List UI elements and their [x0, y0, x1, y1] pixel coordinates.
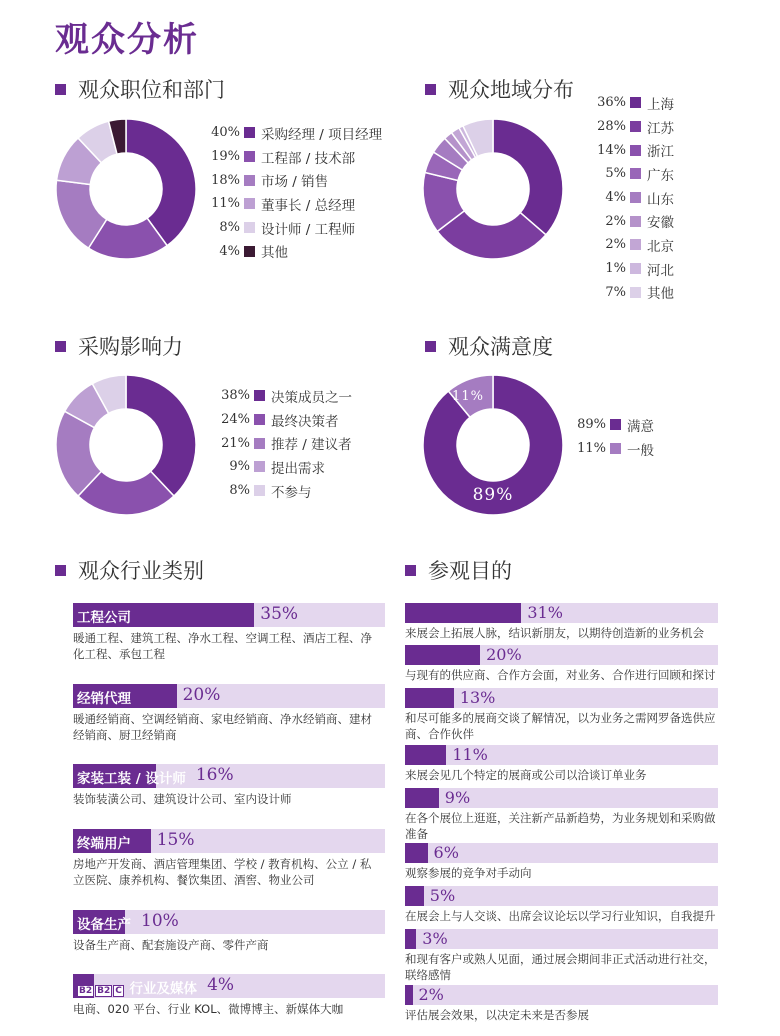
donut-chart-satisfaction — [422, 374, 564, 516]
legend-swatch-icon — [630, 216, 641, 227]
industry-bar-track — [73, 910, 385, 934]
legend-position — [208, 121, 382, 263]
legend-value: 21% — [221, 435, 250, 451]
legend-value: 18% — [211, 172, 240, 188]
purpose-value: 20% — [486, 645, 522, 664]
purpose-bar — [405, 788, 439, 808]
purpose-value: 3% — [422, 929, 448, 948]
industry-description: 暖通经销商、空调经销商、家电经销商、净水经销商、建材经销商、厨卫经销商 — [73, 712, 372, 742]
section-title-position — [55, 74, 225, 104]
legend-label: 其他 — [261, 245, 288, 262]
industry-bar-track — [73, 829, 385, 853]
purpose-item — [405, 985, 718, 1023]
legend-label: 采购经理 / 项目经理 — [261, 126, 383, 143]
purpose-bar — [405, 645, 480, 665]
legend-label: 河北 — [647, 262, 674, 279]
legend-item — [594, 257, 674, 281]
purpose-description: 在展会上与人交谈、出席会议论坛以学习行业知识，自我提升 — [405, 909, 716, 923]
b2b-logo-icon: B2 — [97, 986, 111, 996]
purpose-bar-track — [405, 788, 718, 808]
purpose-item — [405, 688, 718, 742]
purpose-description: 和现有客户或熟人见面，通过展会期间非正式活动进行社交，联络感情 — [405, 952, 716, 982]
purpose-value: 2% — [418, 985, 444, 1004]
legend-item — [208, 216, 382, 240]
donut-slice-label: 11% — [452, 389, 484, 404]
industry-name — [77, 977, 197, 997]
legend-item — [208, 192, 382, 216]
legend-label: 江苏 — [647, 120, 674, 137]
legend-item — [594, 138, 674, 162]
legend-label: 不参与 — [271, 484, 312, 501]
industry-value: 15% — [156, 830, 195, 850]
legend-influence — [218, 384, 352, 502]
legend-swatch-icon — [244, 175, 255, 186]
industry-value: 35% — [260, 604, 299, 624]
legend-item — [218, 479, 352, 503]
industry-item — [73, 829, 385, 888]
purpose-value: 13% — [459, 688, 496, 707]
purpose-description: 评估展会效果，以决定未来是否参展 — [405, 1008, 589, 1022]
purpose-item — [405, 603, 718, 641]
legend-region — [594, 91, 674, 304]
legend-swatch-icon — [630, 97, 641, 108]
legend-item — [594, 91, 674, 115]
purpose-bar — [405, 985, 413, 1005]
legend-label: 提出需求 — [271, 460, 325, 477]
purpose-item — [405, 929, 718, 983]
legend-value: 28% — [597, 119, 626, 135]
bullet-square-icon — [55, 341, 66, 352]
legend-item — [594, 233, 674, 257]
legend-item — [594, 115, 674, 139]
legend-item — [208, 121, 382, 145]
legend-label: 其他 — [647, 286, 674, 303]
section-title-position-text: 观众职位和部门 — [78, 78, 225, 102]
section-title-influence — [55, 331, 183, 361]
purpose-description: 与现有的供应商、合作方会面，对业务、合作进行回顾和探讨 — [405, 668, 716, 682]
section-title-satisfaction — [425, 331, 553, 361]
industry-name: 设备生产 — [77, 917, 131, 933]
donut-slice-label: 89% — [472, 485, 514, 505]
legend-item — [208, 239, 382, 263]
industry-description: 设备生产商、配套施设产商、零件产商 — [73, 938, 269, 952]
legend-item — [574, 437, 654, 461]
legend-swatch-icon — [610, 443, 621, 454]
legend-value: 9% — [229, 459, 250, 475]
legend-value: 38% — [221, 388, 250, 404]
legend-label: 董事长 / 总经理 — [261, 197, 356, 214]
legend-value: 11% — [577, 441, 606, 457]
donut-chart-influence — [55, 374, 197, 516]
legend-item — [594, 186, 674, 210]
legend-value: 5% — [605, 166, 626, 182]
legend-label: 安徽 — [647, 215, 674, 232]
legend-swatch-icon — [630, 287, 641, 298]
purpose-description: 在各个展位上逛逛，关注新产品新趋势，为业务规划和采购做准备 — [405, 811, 716, 841]
legend-item — [208, 145, 382, 169]
purpose-description: 和尽可能多的展商交谈了解情况，以为业务之需网罗备选供应商、合作伙伴 — [405, 711, 716, 741]
b2b-logo-icon: C — [115, 986, 122, 996]
legend-value: 8% — [229, 483, 250, 499]
industry-name: 工程公司 — [77, 610, 131, 626]
legend-value: 36% — [597, 95, 626, 111]
section-title-purpose-text: 参观目的 — [428, 559, 512, 583]
industry-item — [73, 910, 385, 953]
purpose-item — [405, 788, 718, 842]
legend-swatch-icon — [630, 121, 641, 132]
industry-item — [73, 603, 385, 662]
donut-slice — [493, 119, 563, 235]
legend-label: 推荐 / 建议者 — [271, 437, 352, 454]
industry-bar-track — [73, 974, 385, 998]
legend-label: 决策成员之一 — [271, 389, 352, 406]
legend-swatch-icon — [254, 390, 265, 401]
legend-value: 4% — [219, 243, 240, 259]
legend-label: 一般 — [627, 442, 654, 459]
legend-value: 2% — [605, 237, 626, 253]
b2b-logo-icon: B2 — [79, 986, 93, 996]
legend-swatch-icon — [244, 127, 255, 138]
purpose-item — [405, 886, 718, 924]
legend-value: 2% — [605, 213, 626, 229]
legend-swatch-icon — [630, 145, 641, 156]
legend-swatch-icon — [254, 438, 265, 449]
industry-bar-track — [73, 764, 385, 788]
industry-name: 经销代理 — [77, 691, 131, 707]
section-title-influence-text: 采购影响力 — [78, 335, 183, 359]
purpose-description: 来展会见几个特定的展商或公司以洽谈订单业务 — [405, 768, 647, 782]
legend-label: 广东 — [647, 167, 674, 184]
donut-chart-region — [422, 118, 564, 260]
purpose-value: 5% — [429, 886, 456, 905]
legend-item — [594, 209, 674, 233]
purpose-bar-track — [405, 745, 718, 765]
purpose-item — [405, 645, 718, 683]
legend-value: 8% — [219, 220, 240, 236]
legend-label: 设计师 / 工程师 — [261, 221, 356, 238]
purpose-bar-track — [405, 929, 718, 949]
legend-value: 14% — [597, 142, 626, 158]
industry-name: 终端用户 — [77, 836, 131, 852]
purpose-bar-track — [405, 688, 718, 708]
legend-label: 最终决策者 — [271, 413, 339, 430]
legend-label: 上海 — [647, 96, 674, 113]
industry-item — [73, 974, 385, 1017]
legend-swatch-icon — [254, 485, 265, 496]
legend-value: 11% — [211, 196, 240, 212]
purpose-bar — [405, 745, 446, 765]
purpose-bar — [405, 688, 454, 708]
legend-label: 市场 / 销售 — [261, 174, 329, 191]
purpose-item — [405, 745, 718, 783]
purpose-bar-track — [405, 603, 718, 623]
legend-swatch-icon — [244, 198, 255, 209]
industry-description: 暖通工程、建筑工程、净水工程、空调工程、酒店工程、净化工程、承包工程 — [73, 631, 372, 661]
purpose-value: 9% — [444, 788, 471, 807]
industry-item — [73, 764, 385, 807]
purpose-bar-track — [405, 886, 718, 906]
legend-swatch-icon — [244, 246, 255, 257]
purpose-description: 来展会上拓展人脉，结识新朋友，以期待创造新的业务机会 — [405, 626, 704, 640]
industry-value: 16% — [195, 765, 234, 785]
legend-value: 1% — [605, 261, 626, 277]
legend-item — [218, 384, 352, 408]
industry-description: 装饰装潢公司、建筑设计公司、室内设计师 — [73, 792, 292, 806]
purpose-bar — [405, 603, 521, 623]
legend-value: 24% — [221, 412, 250, 428]
bullet-square-icon — [55, 84, 66, 95]
legend-value: 19% — [211, 149, 240, 165]
purpose-description: 观察参展的竞争对手动向 — [405, 866, 532, 880]
legend-satisfaction — [574, 413, 654, 460]
bullet-square-icon — [425, 341, 436, 352]
bullet-square-icon — [55, 565, 66, 576]
legend-item — [218, 455, 352, 479]
industry-bar-track — [73, 684, 385, 708]
page-title: 观众分析 — [55, 20, 199, 60]
section-title-industry-text: 观众行业类别 — [78, 559, 204, 583]
legend-item — [594, 281, 674, 305]
legend-item — [574, 413, 654, 437]
industry-name-text: 行业及媒体 — [124, 981, 198, 997]
legend-swatch-icon — [630, 192, 641, 203]
purpose-bar-track — [405, 843, 718, 863]
legend-swatch-icon — [244, 222, 255, 233]
legend-swatch-icon — [630, 239, 641, 250]
purpose-value: 11% — [452, 745, 488, 764]
legend-swatch-icon — [254, 461, 265, 472]
industry-value: 20% — [182, 685, 221, 705]
industry-bar-track — [73, 603, 385, 627]
legend-item — [594, 162, 674, 186]
section-title-purpose — [405, 555, 512, 585]
legend-swatch-icon — [610, 419, 621, 430]
legend-swatch-icon — [244, 151, 255, 162]
donut-chart-position — [55, 118, 197, 260]
section-title-region — [425, 74, 574, 104]
purpose-bar — [405, 886, 424, 906]
section-title-satisfaction-text: 观众满意度 — [448, 335, 553, 359]
industry-value: 4% — [207, 975, 235, 995]
legend-item — [218, 408, 352, 432]
industry-description: 电商、020 平台、行业 KOL、微博博主、新媒体大咖 — [73, 1002, 344, 1016]
section-title-region-text: 观众地域分布 — [448, 78, 574, 102]
purpose-value: 6% — [433, 843, 459, 862]
industry-item — [73, 684, 385, 743]
legend-item — [218, 431, 352, 455]
bullet-square-icon — [425, 84, 436, 95]
section-title-industry — [55, 555, 204, 585]
industry-value: 10% — [141, 911, 179, 931]
legend-label: 浙江 — [647, 144, 674, 161]
legend-value: 7% — [605, 284, 626, 300]
donut-slice — [126, 375, 196, 496]
legend-item — [208, 168, 382, 192]
bullet-square-icon — [405, 565, 416, 576]
industry-name: 家装工装 / 设计师 — [77, 771, 186, 787]
purpose-bar-track — [405, 645, 718, 665]
purpose-value: 31% — [527, 603, 563, 622]
purpose-bar — [405, 843, 428, 863]
legend-swatch-icon — [630, 168, 641, 179]
purpose-item — [405, 843, 718, 881]
legend-value: 40% — [211, 125, 240, 141]
legend-label: 满意 — [627, 418, 654, 435]
industry-description: 房地产开发商、酒店管理集团、学校 / 教育机构、公立 / 私立医院、康养机构、餐饮集团、酒窖、物业公司 — [73, 857, 372, 887]
legend-value: 4% — [605, 190, 626, 206]
legend-label: 工程部 / 技术部 — [261, 150, 356, 167]
legend-label: 北京 — [647, 238, 674, 255]
legend-swatch-icon — [254, 414, 265, 425]
legend-label: 山东 — [647, 191, 674, 208]
purpose-bar-track — [405, 985, 718, 1005]
legend-value: 89% — [577, 417, 606, 433]
legend-swatch-icon — [630, 263, 641, 274]
purpose-bar — [405, 929, 416, 949]
